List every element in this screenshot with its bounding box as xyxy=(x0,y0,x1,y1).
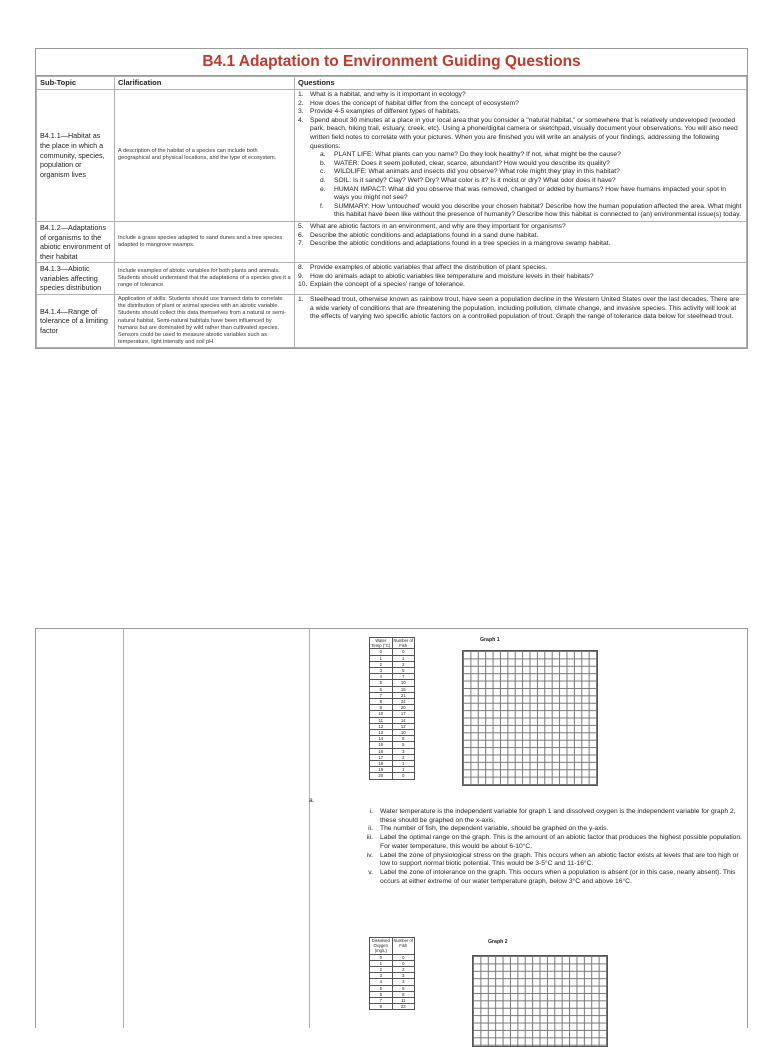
graph-1-title: Graph 1 xyxy=(480,637,500,643)
table-cell: 5 xyxy=(392,985,415,991)
subtopic-cell: B4.1.1—Habitat as the place in which a community, species, population or organism lives xyxy=(37,90,115,222)
table-cell: 8 xyxy=(370,699,393,705)
item-text: Describe the abiotic conditions and adaptations found in a sand dune habitat. xyxy=(310,231,539,239)
item-number: 8. xyxy=(298,264,304,272)
table-cell: 17 xyxy=(392,711,415,717)
table-cell: 16 xyxy=(370,748,393,754)
table-cell: 0 xyxy=(370,954,393,960)
table-cell: 20 xyxy=(370,773,393,779)
item-label: a. xyxy=(309,797,315,804)
table-cell: 21 xyxy=(392,692,415,698)
item-text: Spend about 30 minutes at a place in your local area that you consider a "natural habitat," or somewhere that is relatively undeveloped (wooded park, beach, hiking trail, estuary, creek, etc). Using a phone/digital camera or sketchpad, visually document your observations. You will also need written field notes to correlate with your pictures. When you are finished you will write an analysis of your findings, addressing the following questions: xyxy=(310,116,738,150)
list-item xyxy=(298,100,743,109)
list-item xyxy=(358,869,743,886)
list-item xyxy=(320,177,743,186)
clarification-column xyxy=(123,629,310,1028)
list-item xyxy=(298,240,743,249)
table-cell: 8 xyxy=(370,1004,393,1010)
subquestion-list xyxy=(320,151,743,220)
item-text: The number of fish, the dependent variable, should be graphed on the y-axis. xyxy=(380,825,609,833)
item-number: 1. xyxy=(298,91,304,98)
item-number: b. xyxy=(320,159,326,167)
list-item xyxy=(298,91,743,100)
subtopic-cell: B4.1.2—Adaptations of organisms to the abiotic environment of their habitat xyxy=(37,221,115,262)
table-cell: 18 xyxy=(370,761,393,767)
table-cell: 3 xyxy=(370,973,393,979)
table-cell: 8 xyxy=(392,736,415,742)
item-number: ii. xyxy=(368,825,373,833)
table-cell: 4 xyxy=(370,979,393,985)
list-item xyxy=(320,160,743,169)
question-list xyxy=(298,91,743,151)
list-item xyxy=(298,232,743,241)
table-cell: 24 xyxy=(392,699,415,705)
item-number: 7. xyxy=(298,240,304,248)
dissolved-oxygen-data-table xyxy=(369,937,415,1010)
table-cell: 23 xyxy=(392,1004,415,1010)
graph-2-grid xyxy=(472,955,608,1047)
guiding-questions-table xyxy=(36,76,747,348)
table-cell: 14 xyxy=(392,717,415,723)
item-number: 10. xyxy=(298,281,308,289)
item-text: Label the zone of physiological stress on the graph. This occurs when an abiotic factor exists at levels that are too high or low to support normal biotic potential. This would be 3-5°C and 11-16°C. xyxy=(380,851,739,868)
table-cell: 14 xyxy=(370,736,393,742)
table-cell: 2 xyxy=(392,754,415,760)
table-cell: 5 xyxy=(370,985,393,991)
item-text: HUMAN IMPACT: What did you observe that was removed, changed or added by humans? How have humans impacted your spot in ways you might not see? xyxy=(334,185,727,202)
table-cell: 12 xyxy=(392,723,415,729)
question-list xyxy=(298,223,743,249)
item-number: iii. xyxy=(366,834,373,842)
item-number: iv. xyxy=(366,851,373,859)
table-cell: 2 xyxy=(392,967,415,973)
table-cell: 2 xyxy=(392,661,415,667)
questions-cell xyxy=(295,263,747,295)
table-cell: 1 xyxy=(370,655,393,661)
list-item xyxy=(298,108,743,117)
item-number: 4. xyxy=(298,116,304,124)
header-clarification: Clarification xyxy=(115,77,295,90)
item-text: WATER: Does it seem polluted, clear, scarce, abundant? How would you describe its quality? xyxy=(334,159,610,167)
table-cell: 5 xyxy=(392,668,415,674)
list-item xyxy=(358,852,743,869)
table-header: Number of Fish xyxy=(392,938,415,955)
item-text: What are abiotic factors in an environment, and why are they important for organisms? xyxy=(310,222,566,230)
table-header: Number of Fish xyxy=(393,638,414,649)
table-cell: 0 xyxy=(392,954,415,960)
clarification-cell: Application of skills: Students should use transect data to correlate the distribution of plant or animal species with an abiotic variable. Students should collect this data themselves from a natural or semi-natural habitat. Semi-natural habitats have been influenced by humans but are dominated by wild rather than cultivated species. Sensors could be used to measure abiotic variables such as temperature, light intensity and soil pH. xyxy=(115,295,295,348)
item-text: Describe the abiotic conditions and adaptations found in a tree species in a mangrove swamp habitat. xyxy=(310,240,611,248)
item-number: c. xyxy=(320,168,326,176)
table-row xyxy=(37,90,747,222)
list-item xyxy=(298,296,743,322)
table-cell: 10 xyxy=(392,680,415,686)
list-item xyxy=(320,203,743,220)
water-temp-data-table xyxy=(369,637,415,780)
item-number: v. xyxy=(368,868,373,876)
item-number: 9. xyxy=(298,272,304,280)
list-item xyxy=(298,281,743,290)
clarification-cell: A description of the habitat of a species can include both geographical and physical locations, and the type of ecosystem. xyxy=(115,90,295,222)
list-item xyxy=(298,264,743,273)
list-item xyxy=(320,186,743,203)
item-number: 5. xyxy=(298,222,304,230)
item-text: PLANT LIFE: What plants can you name? Do they look healthy? If not, what might be the cause? xyxy=(334,151,621,159)
table-cell: 3 xyxy=(392,973,415,979)
header-questions: Questions xyxy=(295,77,747,90)
table-cell: 0 xyxy=(392,649,415,655)
table-cell: 1 xyxy=(370,960,393,966)
item-number: a. xyxy=(320,151,326,159)
table-cell: 8 xyxy=(392,991,415,997)
page-title: B4.1 Adaptation to Environment Guiding Questions xyxy=(36,49,747,76)
table-cell: 1 xyxy=(392,767,415,773)
table-header: Water Temp (°C) xyxy=(371,638,391,649)
table-cell: 7 xyxy=(370,998,393,1004)
questions-cell xyxy=(295,295,747,348)
subtopic-cell: B4.1.3—Abiotic variables affecting species distribution xyxy=(37,263,115,295)
question-list xyxy=(298,264,743,290)
table-cell: 17 xyxy=(370,754,393,760)
table-row xyxy=(370,773,415,779)
questions-cell xyxy=(295,221,747,262)
table-cell: 19 xyxy=(370,767,393,773)
table-row xyxy=(370,1004,415,1010)
table-cell: 1 xyxy=(392,761,415,767)
table-cell: 3 xyxy=(370,668,393,674)
item-text: WILDLIFE: What animals and insects did you observe? What role might they play in this habitat? xyxy=(334,168,620,176)
clarification-cell: Include examples of abiotic variables for both plants and animals. Students should understand that the adaptations of a species give it a range of tolerance. xyxy=(115,263,295,295)
item-number: f. xyxy=(320,202,324,210)
table-cell: 10 xyxy=(370,711,393,717)
item-text: Provide examples of abiotic variables that affect the distribution of plant species. xyxy=(310,264,548,272)
list-item xyxy=(320,151,743,160)
list-item xyxy=(358,825,743,834)
table-cell: 13 xyxy=(370,730,393,736)
questions-cell xyxy=(295,90,747,222)
item-text: SOIL: Is it sandy? Clay? Wet? Dry? What color is it? Is it moist or dry? What odor does it have? xyxy=(334,176,616,184)
header-subtopic: Sub-Topic xyxy=(37,77,115,90)
table-cell: 15 xyxy=(392,686,415,692)
table-cell: 3 xyxy=(392,979,415,985)
question-list xyxy=(298,296,743,322)
table-row xyxy=(37,263,747,295)
clarification-cell: Include a grass species adapted to sand dunes and a tree species adapted to mangrove swamps. xyxy=(115,221,295,262)
table-cell: 2 xyxy=(370,967,393,973)
item-text: How do animals adapt to abiotic variables like temperature and moisture levels in their habitats? xyxy=(310,272,594,280)
subtopic-cell: B4.1.4—Range of tolerance of a limiting factor xyxy=(37,295,115,348)
table-cell: 0 xyxy=(370,649,393,655)
table-cell: 2 xyxy=(370,661,393,667)
item-number: i. xyxy=(369,808,373,815)
list-item xyxy=(358,834,743,851)
list-item xyxy=(358,808,743,825)
table-cell: 5 xyxy=(370,680,393,686)
item-number: 1. xyxy=(298,296,304,304)
table-cell: 11 xyxy=(370,717,393,723)
table-cell: 4 xyxy=(370,674,393,680)
table-cell: 12 xyxy=(370,723,393,729)
table-cell: 0 xyxy=(392,960,415,966)
table-row xyxy=(37,295,747,348)
table-cell: 15 xyxy=(370,742,393,748)
table-cell: 0 xyxy=(392,773,415,779)
table-cell: 7 xyxy=(392,674,415,680)
table-cell: 3 xyxy=(392,748,415,754)
list-item xyxy=(298,223,743,232)
graph-2-title: Graph 2 xyxy=(488,939,508,945)
item-text: How does the concept of habitat differ from the concept of ecosystem? xyxy=(310,99,519,107)
item-number: 2. xyxy=(298,99,304,107)
table-cell: 6 xyxy=(370,686,393,692)
item-text: Steelhead trout, otherwise known as rainbow trout, have seen a population decline in the Western United States over the last decades. There are a wide variety of conditions that are threatening the population, including pollution, climate change, and invasive species. This activity will look at the effects of varying two specific abiotic factors on a controlled population of trout. Graph the range of tolerance data below for steelhead trout. xyxy=(310,296,740,321)
page-1 xyxy=(35,48,748,349)
item-text: Label the optimal range on the graph. This is the amount of an abiotic factor that produces the highest possible population. For water temperature, this would be about 6-10°C. xyxy=(380,834,742,850)
item-number: 6. xyxy=(298,231,304,239)
header-row xyxy=(37,77,747,90)
table-cell: 5 xyxy=(392,742,415,748)
item-text: Provide 4-5 examples of different types of habitats. xyxy=(310,108,461,116)
item-text: Water temperature is the independent variable for graph 1 and dissolved oxygen is the independent variable for graph 2, these should be graphed on the x-axis. xyxy=(380,808,736,824)
item-number: e. xyxy=(320,185,326,193)
item-text: SUMMARY: How 'untouched' would you describe your chosen habitat? Describe how the human population affected the area. What might this habitat have been like without the presence of humanity? Describe how this habitat is connected to (an) environmental issue(s) today. xyxy=(334,202,742,219)
table-cell: 11 xyxy=(392,998,415,1004)
table-cell: 7 xyxy=(370,692,393,698)
item-text: Label the zone of intolerance on the graph. This occurs when a population is absent (or in this case, nearly absent). This occurs at either extreme of our water temperature graph, below 3°C and above 16°C. xyxy=(380,868,736,885)
table-cell: 1 xyxy=(392,655,415,661)
instruction-list xyxy=(358,808,743,886)
item-text: What is a habitat, and why is it important in ecology? xyxy=(310,91,466,98)
list-item xyxy=(320,168,743,177)
list-item xyxy=(298,117,743,151)
list-item xyxy=(298,273,743,282)
table-row xyxy=(37,221,747,262)
table-header: Dissolved Oxygen (mg/L) xyxy=(370,938,393,955)
table-cell: 10 xyxy=(392,730,415,736)
item-number: d. xyxy=(320,176,326,184)
item-number: 3. xyxy=(298,108,304,116)
subtopic-column xyxy=(36,629,124,1028)
table-cell: 6 xyxy=(370,991,393,997)
table-cell: 20 xyxy=(392,705,415,711)
graph-1-grid xyxy=(462,650,598,786)
table-cell: 9 xyxy=(370,705,393,711)
item-text: Explain the concept of a species' range of tolerance. xyxy=(310,281,465,289)
